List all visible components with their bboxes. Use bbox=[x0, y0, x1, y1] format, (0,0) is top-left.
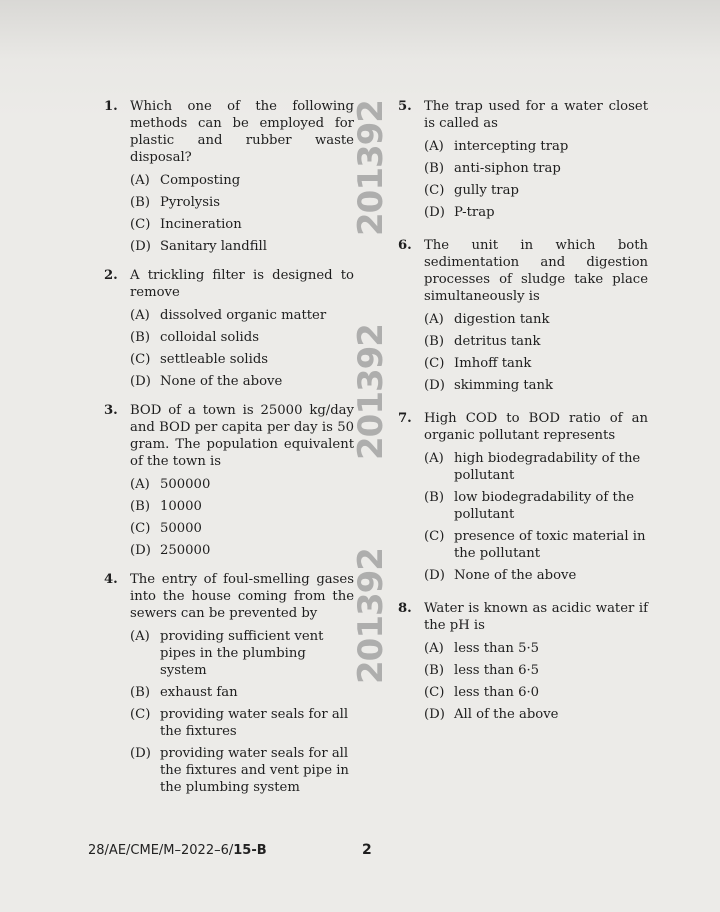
option-letter: (D) bbox=[424, 378, 445, 393]
question-item bbox=[398, 98, 648, 221]
option-item bbox=[424, 160, 648, 177]
option-letter: (D) bbox=[424, 205, 445, 220]
paper-code: 28/AE/CME/M–2022–6/15-B bbox=[88, 843, 267, 858]
option-text: 50000 bbox=[160, 521, 202, 536]
question-number: 3. bbox=[104, 403, 118, 418]
option-text: less than 6·5 bbox=[454, 663, 540, 678]
option-letter: (B) bbox=[130, 499, 150, 514]
watermark-serial: 201392 bbox=[351, 324, 391, 460]
question-item bbox=[398, 410, 648, 584]
question-number: 5. bbox=[398, 99, 412, 114]
option-text: Sanitary landfill bbox=[160, 239, 267, 254]
option-letter: (D) bbox=[130, 543, 151, 558]
option-text: exhaust fan bbox=[160, 685, 238, 700]
option-item bbox=[424, 333, 648, 350]
question-number: 6. bbox=[398, 238, 412, 253]
option-text: less than 5·5 bbox=[454, 641, 540, 656]
option-text: 500000 bbox=[160, 477, 211, 492]
option-letter: (D) bbox=[130, 746, 151, 761]
option-text: digestion tank bbox=[454, 312, 550, 327]
option-letter: (D) bbox=[424, 568, 445, 583]
option-letter: (B) bbox=[424, 490, 444, 505]
options-list bbox=[424, 640, 648, 723]
option-letter: (A) bbox=[424, 451, 444, 466]
option-letter: (D) bbox=[130, 239, 151, 254]
question-number: 7. bbox=[398, 411, 412, 426]
option-text: high biodegradability of the pollutant bbox=[454, 451, 641, 483]
option-item bbox=[424, 706, 648, 723]
question-text: BOD of a town is 25000 kg/day and BOD per capita per day is 50 gram. The population equivalent of the town is bbox=[130, 403, 354, 469]
option-letter: (A) bbox=[130, 477, 150, 492]
question-number: 8. bbox=[398, 601, 412, 616]
options-list bbox=[424, 450, 648, 584]
option-letter: (B) bbox=[424, 334, 444, 349]
option-letter: (A) bbox=[130, 308, 150, 323]
option-letter: (C) bbox=[424, 529, 445, 544]
option-text: Imhoff tank bbox=[454, 356, 532, 371]
option-letter: (D) bbox=[130, 374, 151, 389]
question-text: Which one of the following methods can be employed for plastic and rubber waste disposal? bbox=[130, 99, 354, 165]
option-item bbox=[130, 373, 354, 390]
option-letter: (A) bbox=[424, 312, 444, 327]
option-text: low biodegradability of the pollutant bbox=[454, 490, 635, 522]
option-item bbox=[424, 450, 648, 484]
option-letter: (C) bbox=[424, 685, 445, 700]
question-item bbox=[104, 98, 354, 255]
option-letter: (C) bbox=[130, 707, 151, 722]
question-item bbox=[104, 402, 354, 559]
option-item bbox=[424, 662, 648, 679]
option-text: detritus tank bbox=[454, 334, 541, 349]
option-item bbox=[424, 311, 648, 328]
option-letter: (C) bbox=[130, 352, 151, 367]
option-letter: (D) bbox=[424, 707, 445, 722]
option-item bbox=[130, 329, 354, 346]
question-item bbox=[104, 571, 354, 796]
question-text: The entry of foul-smelling gases into the house coming from the sewers can be prevented by bbox=[130, 572, 354, 621]
question-text: A trickling filter is designed to remove bbox=[130, 268, 354, 300]
question-number: 4. bbox=[104, 572, 118, 587]
option-text: Pyrolysis bbox=[160, 195, 220, 210]
option-item bbox=[424, 567, 648, 584]
option-text: settleable solids bbox=[160, 352, 269, 367]
question-text: The trap used for a water closet is called as bbox=[424, 99, 648, 131]
option-item bbox=[424, 355, 648, 372]
option-letter: (B) bbox=[130, 195, 150, 210]
option-text: P-trap bbox=[454, 205, 495, 220]
option-item bbox=[130, 476, 354, 493]
option-item bbox=[130, 351, 354, 368]
option-text: colloidal solids bbox=[160, 330, 259, 345]
option-item bbox=[130, 745, 354, 796]
option-text: 250000 bbox=[160, 543, 211, 558]
options-list bbox=[424, 311, 648, 394]
option-letter: (B) bbox=[130, 685, 150, 700]
options-list bbox=[130, 307, 354, 390]
option-text: intercepting trap bbox=[454, 139, 569, 154]
option-item bbox=[130, 216, 354, 233]
option-text: 10000 bbox=[160, 499, 202, 514]
option-item bbox=[130, 498, 354, 515]
option-item bbox=[424, 528, 648, 562]
options-list bbox=[130, 628, 354, 796]
option-text: skimming tank bbox=[454, 378, 553, 393]
option-item bbox=[424, 138, 648, 155]
option-item bbox=[130, 628, 354, 679]
option-item bbox=[130, 194, 354, 211]
question-number: 2. bbox=[104, 268, 118, 283]
right-column bbox=[398, 98, 648, 728]
option-letter: (A) bbox=[424, 139, 444, 154]
left-column bbox=[104, 98, 354, 801]
option-text: less than 6·0 bbox=[454, 685, 540, 700]
option-letter: (A) bbox=[424, 641, 444, 656]
option-text: presence of toxic material in the pollutant bbox=[454, 529, 646, 561]
option-item bbox=[424, 640, 648, 657]
option-letter: (A) bbox=[130, 173, 150, 188]
option-text: All of the above bbox=[454, 707, 559, 722]
question-item bbox=[398, 600, 648, 723]
option-letter: (A) bbox=[130, 629, 150, 644]
question-number: 1. bbox=[104, 99, 118, 114]
options-list bbox=[130, 172, 354, 255]
option-letter: (C) bbox=[424, 356, 445, 371]
option-item bbox=[424, 204, 648, 221]
question-text: High COD to BOD ratio of an organic pollutant represents bbox=[424, 411, 648, 443]
option-text: anti-siphon trap bbox=[454, 161, 561, 176]
option-item bbox=[130, 542, 354, 559]
option-letter: (C) bbox=[130, 521, 151, 536]
question-item bbox=[104, 267, 354, 390]
option-text: gully trap bbox=[454, 183, 519, 198]
option-letter: (B) bbox=[130, 330, 150, 345]
option-letter: (C) bbox=[130, 217, 151, 232]
option-letter: (B) bbox=[424, 161, 444, 176]
option-text: providing water seals for all the fixtures and vent pipe in the plumbing system bbox=[160, 746, 349, 795]
option-item bbox=[130, 684, 354, 701]
option-text: None of the above bbox=[454, 568, 577, 583]
question-text: Water is known as acidic water if the pH is bbox=[424, 601, 648, 633]
options-list bbox=[130, 476, 354, 559]
option-item bbox=[130, 172, 354, 189]
option-letter: (C) bbox=[424, 183, 445, 198]
option-item bbox=[424, 182, 648, 199]
option-item bbox=[424, 377, 648, 394]
options-list bbox=[424, 138, 648, 221]
page-number: 2 bbox=[362, 842, 372, 858]
option-text: None of the above bbox=[160, 374, 283, 389]
option-item bbox=[130, 520, 354, 537]
option-text: Composting bbox=[160, 173, 241, 188]
option-text: providing water seals for all the fixtures bbox=[160, 707, 349, 739]
option-item bbox=[424, 489, 648, 523]
option-item bbox=[130, 238, 354, 255]
option-text: providing sufficient vent pipes in the plumbing system bbox=[160, 629, 324, 678]
question-text: The unit in which both sedimentation and digestion processes of sludge take place simultaneously is bbox=[424, 238, 648, 304]
option-item bbox=[130, 706, 354, 740]
option-text: dissolved organic matter bbox=[160, 308, 327, 323]
option-text: Incineration bbox=[160, 217, 242, 232]
option-letter: (B) bbox=[424, 663, 444, 678]
watermark-serial: 201392 bbox=[351, 548, 391, 684]
watermark-serial: 201392 bbox=[351, 100, 391, 236]
option-item bbox=[130, 307, 354, 324]
option-item bbox=[424, 684, 648, 701]
question-item bbox=[398, 237, 648, 394]
